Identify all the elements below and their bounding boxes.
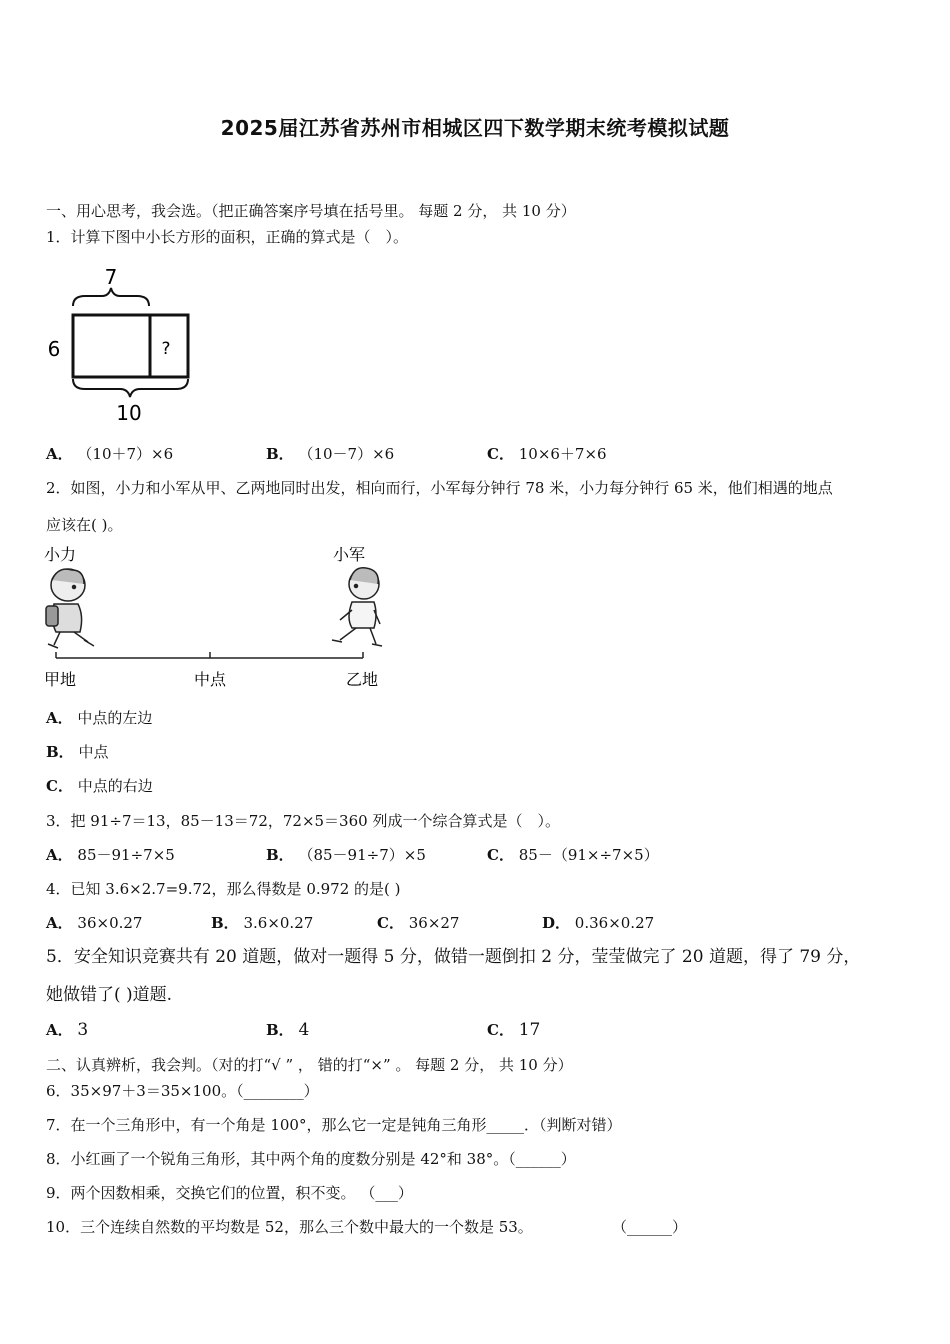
figure-side-label: 6 bbox=[47, 337, 61, 361]
q2-option-a[interactable]: A． 中点的左边 bbox=[46, 709, 153, 727]
q1-option-b[interactable]: B． （10－7）×6 bbox=[266, 445, 395, 463]
q4-option-d[interactable]: D． 0.36×0.27 bbox=[542, 914, 655, 932]
question-5-line-2: 她做错了( )道题. bbox=[46, 985, 173, 1005]
q3-option-b[interactable]: B． （85－91÷7）×5 bbox=[266, 846, 426, 864]
q4-option-c[interactable]: C． 36×27 bbox=[377, 914, 460, 932]
q1-option-a[interactable]: A． （10＋7）×6 bbox=[46, 445, 174, 463]
bottom-brace bbox=[73, 379, 188, 397]
question-2-line-2: 应该在( )。 bbox=[46, 516, 123, 534]
q2-option-b[interactable]: B． 中点 bbox=[46, 743, 109, 761]
page-title: 2025届江苏省苏州市相城区四下数学期末统考模拟试题 bbox=[220, 116, 730, 140]
top-brace bbox=[73, 288, 149, 306]
question-3: 3．把 91÷7＝13，85－13＝72，72×5＝360 列成一个综合算式是（ ）。 bbox=[46, 812, 560, 830]
question-5-line-1: 5．安全知识竞赛共有 20 道题，做对一题得 5 分，做错一题倒扣 2 分，莹莹做完了 20 道题，得了 79 分， bbox=[46, 947, 861, 967]
question-10-blank[interactable]: （______） bbox=[612, 1218, 688, 1236]
question-6: 6．35×97＋3＝35×100。（________） bbox=[46, 1082, 319, 1100]
question-9: 9．两个因数相乘，交换它们的位置，积不变。 （___） bbox=[46, 1184, 413, 1202]
q4-option-b[interactable]: B． 3.6×0.27 bbox=[211, 914, 314, 932]
xiaojun-label: 小军 bbox=[333, 545, 366, 564]
question-1: 1．计算下图中小长方形的面积，正确的算式是（ ）。 bbox=[46, 228, 409, 246]
q4-option-a[interactable]: A． 36×0.27 bbox=[46, 914, 143, 932]
question-4: 4．已知 3.6×2.7=9.72，那么得数是 0.972 的是( ) bbox=[46, 880, 401, 898]
question-10: 10．三个连续自然数的平均数是 52，那么三个数中最大的一个数是 53。 bbox=[46, 1218, 533, 1236]
question-7: 7．在一个三角形中，有一个角是 100°，那么它一定是钝角三角形_____．（判断对错） bbox=[46, 1116, 622, 1134]
q3-option-a[interactable]: A． 85－91÷7×5 bbox=[46, 846, 175, 864]
big-rectangle bbox=[73, 315, 188, 377]
q2-option-c[interactable]: C． 中点的右边 bbox=[46, 777, 153, 795]
unknown-mark: ? bbox=[161, 339, 171, 359]
question-2-line-1: 2．如图，小力和小军从甲、乙两地同时出发，相向而行，小军每分钟行 78 米，小力每分钟行 65 米，他们相遇的地点 bbox=[46, 479, 833, 497]
meeting-figure bbox=[40, 540, 390, 695]
rectangle-figure bbox=[40, 262, 210, 430]
figure-bottom-label: 10 bbox=[116, 401, 142, 425]
xiaoli-figure bbox=[46, 569, 94, 648]
end-label: 乙地 bbox=[346, 670, 379, 689]
mid-label: 中点 bbox=[194, 670, 227, 689]
q5-option-b[interactable]: B． 4 bbox=[266, 1020, 310, 1040]
q1-option-c[interactable]: C． 10×6＋7×6 bbox=[487, 445, 607, 463]
section-2-heading: 二、认真辨析，我会判。（对的打“√ ” ， 错的打“×” 。 每题 2 分， 共 10 分） bbox=[46, 1056, 573, 1074]
q5-option-a[interactable]: A． 3 bbox=[46, 1020, 89, 1040]
start-label: 甲地 bbox=[44, 670, 77, 689]
section-1-heading: 一、用心思考，我会选。（把正确答案序号填在括号里。 每题 2 分， 共 10 分） bbox=[46, 202, 576, 220]
xiaojun-figure bbox=[332, 568, 382, 646]
q5-option-c[interactable]: C． 17 bbox=[487, 1020, 541, 1040]
question-8: 8．小红画了一个锐角三角形，其中两个角的度数分别是 42°和 38°。（______） bbox=[46, 1150, 576, 1168]
q3-option-c[interactable]: C． 85－（91×÷7×5） bbox=[487, 846, 659, 864]
xiaoli-label: 小力 bbox=[44, 545, 77, 564]
figure-top-label: 7 bbox=[104, 265, 118, 289]
